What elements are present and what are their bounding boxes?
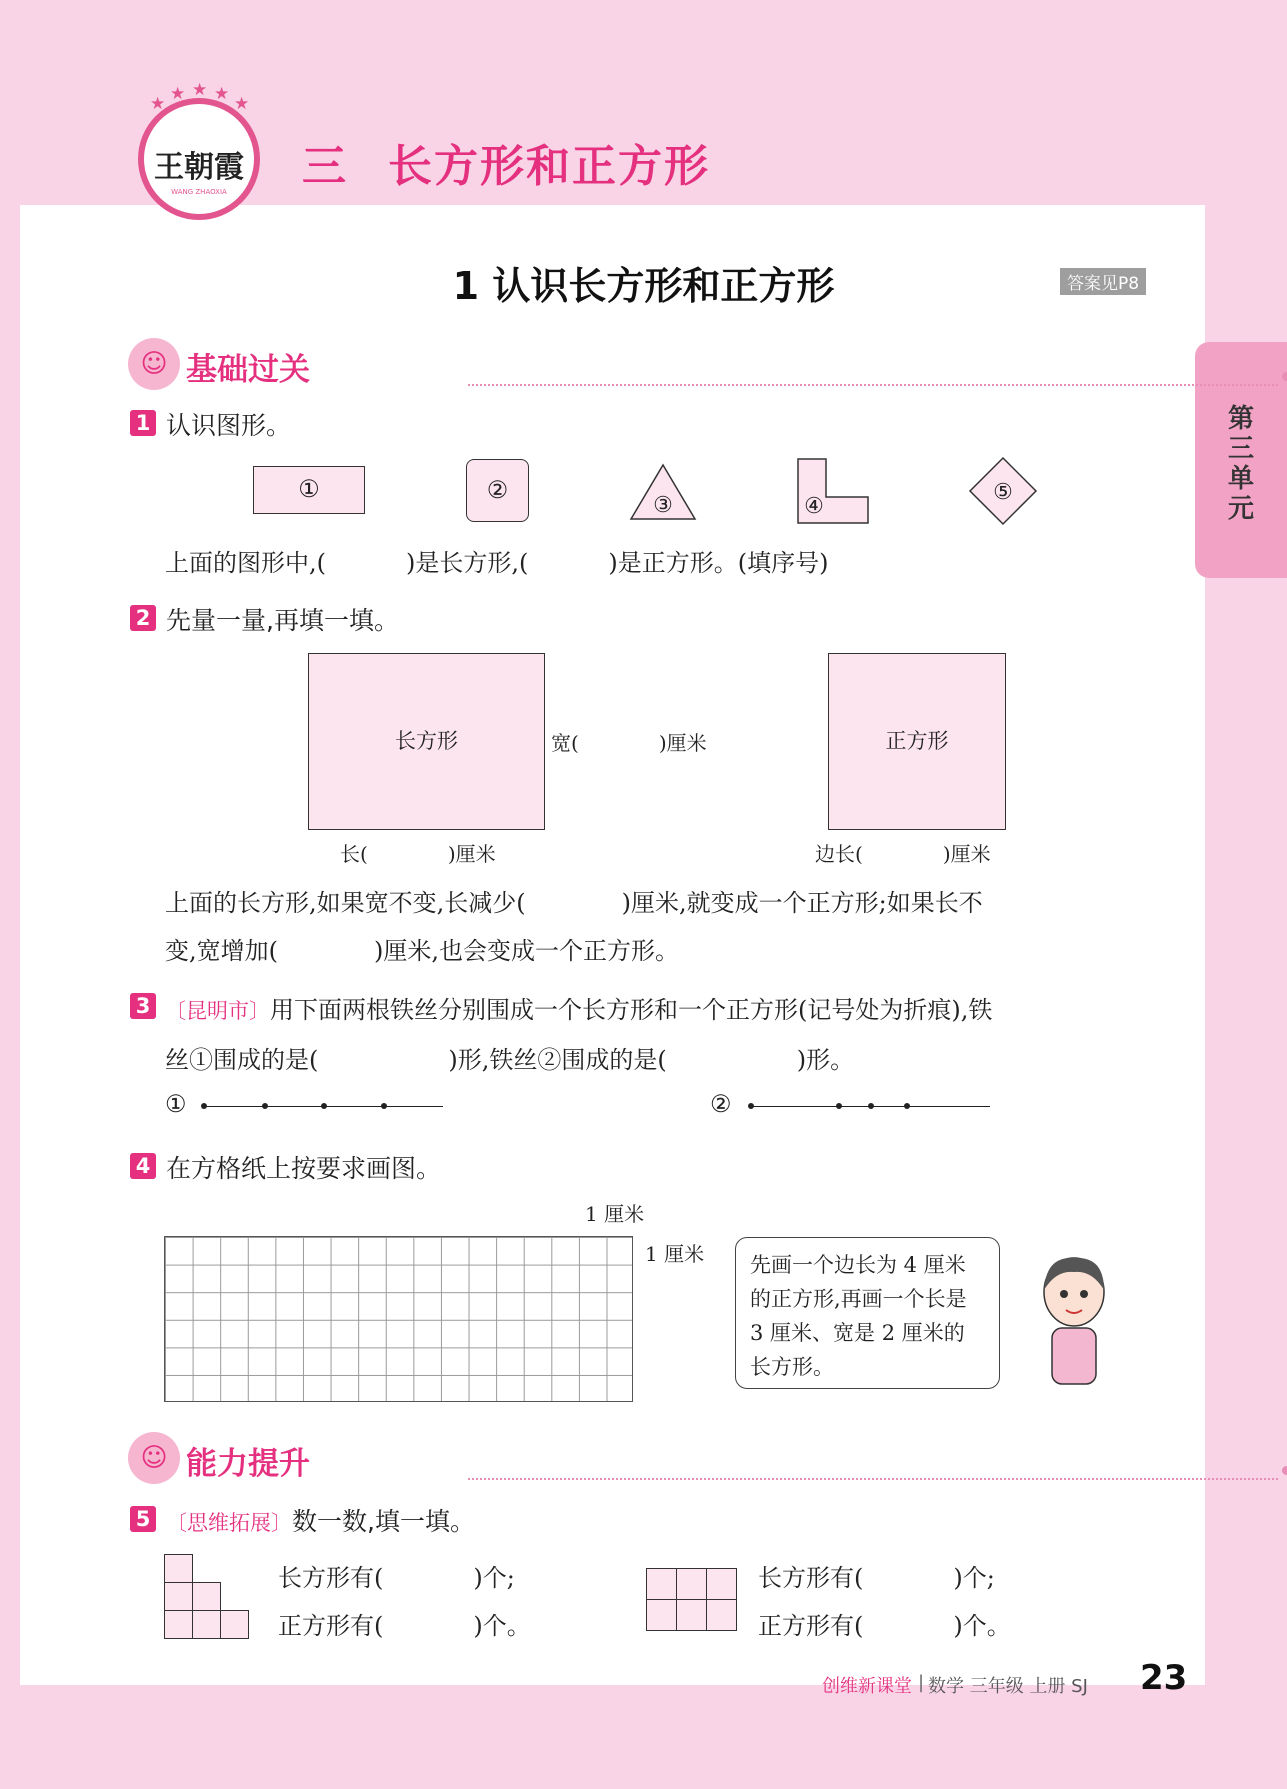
unit-label-horizontal: 1 厘米	[585, 1202, 645, 1226]
figure-cell	[706, 1568, 737, 1600]
fill-text: 长(	[340, 842, 368, 866]
fill-text: 长方形有(	[758, 1564, 864, 1592]
question-prompt: 数一数,填一填。	[292, 1507, 475, 1536]
question-number: 1	[130, 410, 156, 436]
logo-subtext: WANG ZHAOXIA	[171, 188, 227, 196]
shape-label: ②	[486, 476, 509, 504]
shape-diamond	[968, 456, 1038, 526]
unit-name: 长方形和正方形	[388, 141, 710, 192]
fill-text: 变,宽增加(	[165, 937, 278, 965]
shape-label: ③	[653, 493, 673, 518]
section-advanced	[128, 1432, 1168, 1484]
unit-side-tab	[1195, 342, 1287, 578]
star-icon: ★	[214, 84, 230, 104]
wire-mark	[836, 1103, 842, 1109]
fill-text: )个。	[953, 1612, 1011, 1640]
side-fill	[815, 838, 991, 867]
star-icon: ★	[150, 94, 166, 114]
page-number: 23	[1140, 1658, 1188, 1698]
logo-text: 王朝霞	[154, 150, 244, 185]
fill-text: )厘米	[942, 842, 991, 866]
shape-label: ①	[298, 475, 320, 503]
wire-1-label: ①	[165, 1090, 187, 1118]
fill-text: 正方形有(	[278, 1612, 384, 1640]
footer-brand: 创维新课堂	[822, 1676, 912, 1697]
unit-label-vertical: 1 厘米	[645, 1242, 705, 1266]
question-prompt-line	[166, 1502, 475, 1538]
fill-text: )形,铁丝②围成的是(	[448, 1046, 667, 1074]
q3-line-2	[165, 1040, 854, 1075]
fill-text: )厘米	[447, 842, 496, 866]
wire-2-label: ②	[710, 1090, 732, 1118]
figure-cell	[192, 1582, 221, 1611]
section-title: 能力提升	[186, 1446, 310, 1482]
shape-l-shape	[796, 457, 870, 525]
dotted-divider	[468, 384, 1278, 386]
shape-rounded-square	[466, 459, 529, 522]
fill-text: )厘米	[658, 731, 707, 755]
figure-cell	[646, 1568, 677, 1600]
figure-cell	[164, 1610, 193, 1639]
q2-line-1	[165, 883, 983, 918]
question-prompt: 在方格纸上按要求画图。	[166, 1154, 442, 1183]
count-rect-right	[758, 1558, 995, 1593]
count-rect-left	[278, 1558, 515, 1593]
figure-cell	[646, 1599, 677, 1631]
fill-text: 宽(	[551, 731, 579, 755]
wire-mark	[321, 1103, 327, 1109]
section-basic	[128, 338, 1168, 390]
wire-mark	[262, 1103, 268, 1109]
fill-text: )厘米,就变成一个正方形;如果长不	[621, 889, 983, 917]
length-fill	[340, 838, 496, 867]
fill-text: 用下面两根铁丝分别围成一个长方形和一个正方形(记号处为折痕),铁	[270, 996, 993, 1024]
figure-cell	[164, 1582, 193, 1611]
wire-mark	[868, 1103, 874, 1109]
fill-text: )厘米,也会变成一个正方形。	[374, 937, 679, 965]
bubble-text: 先画一个边长为 4 厘米的正方形,再画一个长是 3 厘米、宽是 2 厘米的长方形。	[750, 1253, 967, 1379]
fill-text: )个;	[473, 1564, 515, 1592]
speech-bubble	[735, 1237, 1000, 1389]
question-number: 3	[130, 993, 156, 1019]
figure-cell	[220, 1610, 249, 1639]
q2-line-2	[165, 931, 679, 966]
fill-text: )是长方形,(	[406, 549, 529, 577]
logo-badge	[138, 98, 260, 220]
measure-rectangle	[308, 653, 545, 830]
question-prompt: 认识图形。	[166, 411, 292, 440]
decor-dot	[1282, 1466, 1287, 1475]
figure-cell	[706, 1599, 737, 1631]
figure-cell	[676, 1568, 707, 1600]
footer-divider: |	[918, 1672, 925, 1693]
footer-info: 数学 三年级 上册 SJ	[928, 1676, 1088, 1697]
question-number: 5	[130, 1506, 156, 1532]
shape-label: ⑤	[993, 480, 1013, 505]
dotted-divider	[468, 1478, 1278, 1480]
section-title: 基础过关	[186, 352, 310, 388]
fill-text: )个。	[473, 1612, 531, 1640]
fill-text: 上面的图形中,(	[165, 549, 326, 577]
unit-number: 三	[302, 141, 348, 192]
star-icon: ★	[192, 80, 208, 100]
figure-cell	[192, 1610, 221, 1639]
fill-text: 丝①围成的是(	[165, 1046, 319, 1074]
wire-mark	[904, 1103, 910, 1109]
question-number: 4	[130, 1153, 156, 1179]
graph-paper-grid[interactable]	[164, 1236, 633, 1402]
wire-mark	[201, 1103, 207, 1109]
wire-mark	[748, 1103, 754, 1109]
fill-text: 正方形有(	[758, 1612, 864, 1640]
question-number: 2	[130, 605, 156, 631]
q1-fill-text	[165, 543, 828, 578]
fill-text: 长方形有(	[278, 1564, 384, 1592]
shape-triangle	[628, 462, 698, 522]
width-fill	[551, 727, 707, 756]
shape-label: ④	[804, 494, 824, 519]
cartoon-icon: ☺	[128, 338, 180, 390]
wire-mark	[381, 1103, 387, 1109]
girl-illustration-icon	[1032, 1250, 1122, 1390]
shape-rectangle	[253, 466, 365, 514]
figure-cell	[676, 1599, 707, 1631]
q3-line-1	[165, 990, 992, 1025]
square-label: 正方形	[885, 729, 949, 753]
unit-title	[302, 130, 710, 194]
cartoon-icon: ☺	[128, 1432, 180, 1484]
fill-text: )形。	[796, 1046, 855, 1074]
fill-text: 边长(	[815, 842, 863, 866]
lesson-title: 1 认识长方形和正方形	[452, 264, 835, 308]
star-icon: ★	[234, 94, 250, 114]
figure-cell	[164, 1554, 193, 1583]
question-tag: 〔昆明市〕	[165, 999, 270, 1023]
fill-text: 上面的长方形,如果宽不变,长减少(	[165, 889, 526, 917]
rect-label: 长方形	[395, 729, 458, 753]
side-tab-text: 第 三 单 元	[1227, 404, 1254, 524]
measure-square	[828, 653, 1006, 830]
question-prompt: 先量一量,再填一填。	[166, 606, 399, 635]
fill-text: )个;	[953, 1564, 995, 1592]
star-icon: ★	[170, 84, 186, 104]
question-tag: 〔思维拓展〕	[166, 1511, 292, 1535]
count-square-right	[758, 1606, 1011, 1641]
fill-text: )是正方形。(填序号)	[608, 549, 829, 577]
answer-reference: 答案见P8	[1060, 268, 1146, 295]
decor-dot	[1282, 372, 1287, 381]
count-square-left	[278, 1606, 531, 1641]
